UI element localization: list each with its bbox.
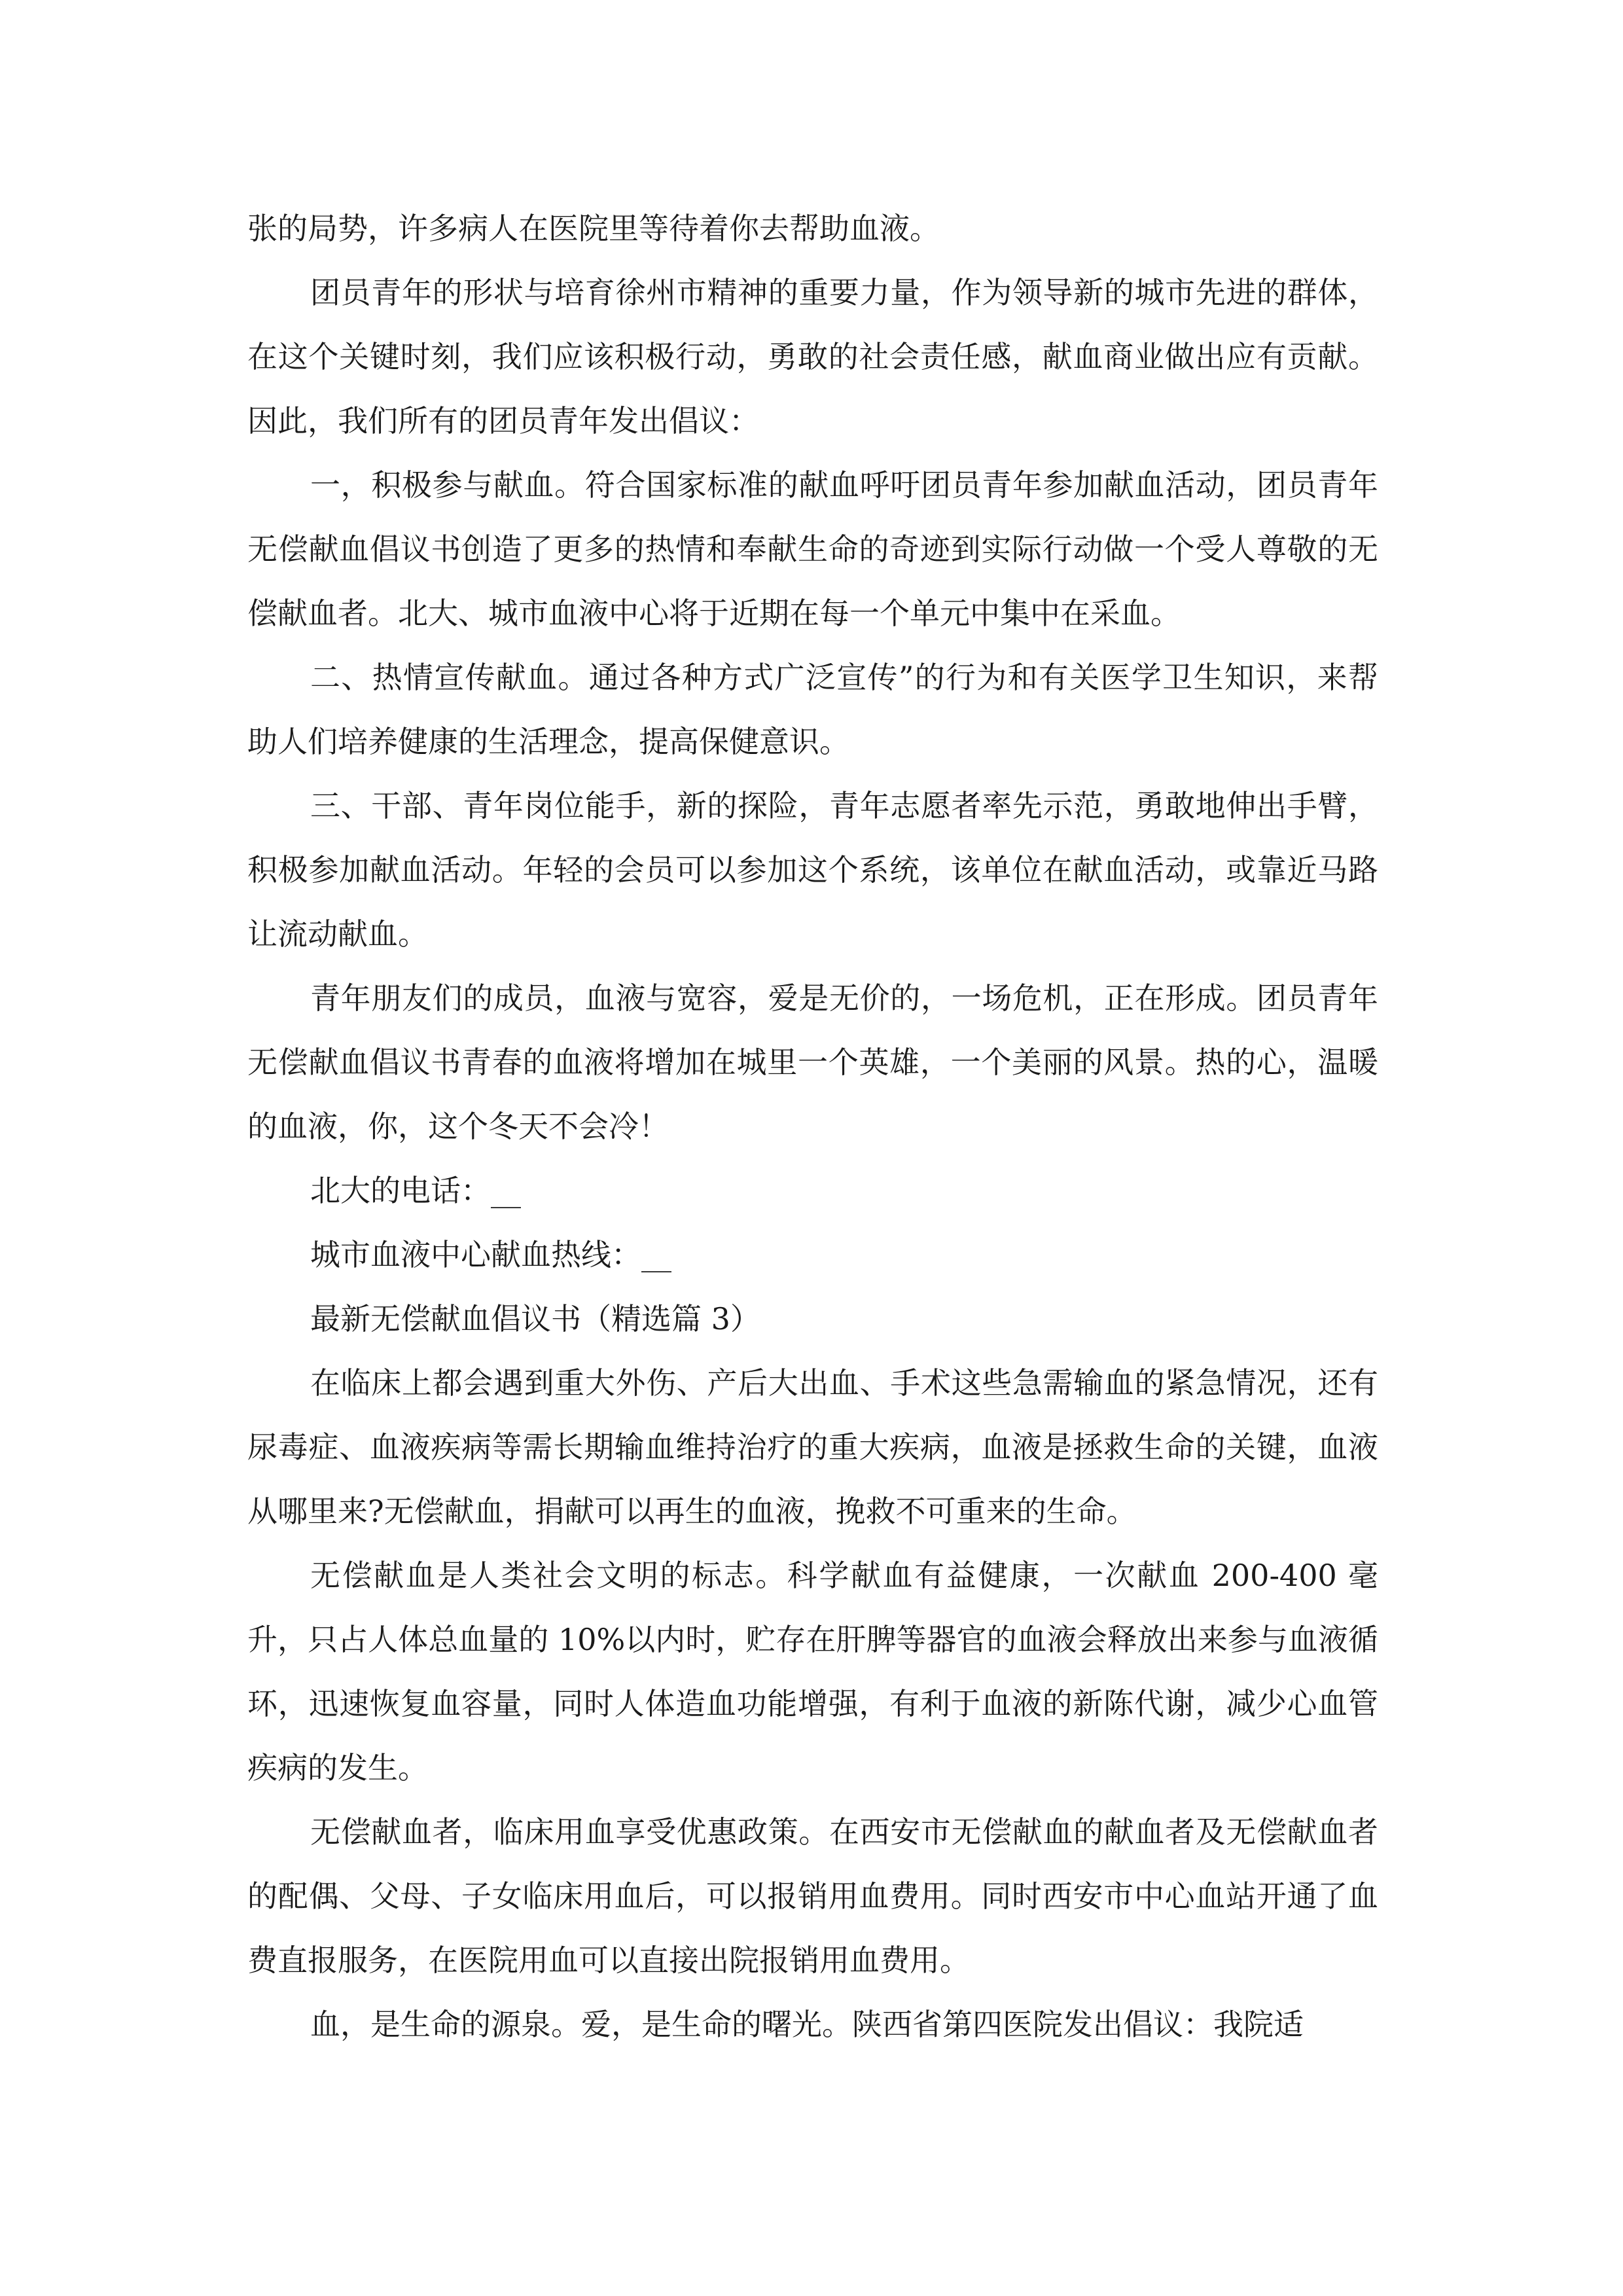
paragraph-policy: 无偿献血者，临床用血享受优惠政策。在西安市无偿献血的献血者及无偿献血者的配偶、父母、子女临床用血后，可以报销用血费用。同时西安市中心血站开通了血费直报服务，在医院用血可以直接出院报销用血费用。	[247, 1814, 1378, 1978]
paragraph-proposal-one: 一，积极参与献血。符合国家标准的献血呼吁团员青年参加献血活动，团员青年无偿献血倡议书创造了更多的热情和奉献生命的奇迹到实际行动做一个受人尊敬的无偿献血者。北大、城市血液中心将于近期在每一个单元中集中在采血。	[247, 467, 1378, 631]
paragraph-proposal-two: 二、热情宣传献血。通过各种方式广泛宣传”的行为和有关医学卫生知识，来帮助人们培养健康的生活理念，提高保健意识。	[247, 660, 1378, 759]
paragraph-clinical-need: 在临床上都会遇到重大外伤、产后大出血、手术这些急需输血的紧急情况，还有尿毒症、血液疾病等需长期输血维持治疗的重大疾病，血液是拯救生命的关键，血液从哪里来?无偿献血，捐献可以再生的血液，挽救不可重来的生命。	[247, 1365, 1378, 1529]
document-body	[247, 196, 1378, 2056]
paragraph-hospital-proposal: 血，是生命的源泉。爱，是生命的曙光。陕西省第四医院发出倡议：我院适	[310, 2007, 1304, 2042]
paragraph-youth-role: 团员青年的形状与培育徐州市精神的重要力量，作为领导新的城市先进的群体，在这个关键时刻，我们应该积极行动，勇敢的社会责任感，献血商业做出应有贡献。因此，我们所有的团员青年发出倡议：	[247, 275, 1378, 439]
paragraph-hotline: 城市血液中心献血热线：__	[310, 1237, 671, 1272]
paragraph-proposal-three: 三、干部、青年岗位能手，新的探险，青年志愿者率先示范，勇敢地伸出手臂，积极参加献血活动。年轻的会员可以参加这个系统，该单位在献血活动，或靠近马路让流动献血。	[247, 788, 1378, 952]
section-heading: 最新无偿献血倡议书（精选篇 3）	[310, 1301, 760, 1336]
paragraph-continuation: 张的局势，许多病人在医院里等待着你去帮助血液。	[247, 211, 940, 246]
paragraph-phone: 北大的电话：__	[310, 1173, 521, 1208]
paragraph-health-benefits: 无偿献血是人类社会文明的标志。科学献血有益健康，一次献血 200-400 毫升，只占人体总血量的 10%以内时，贮存在肝脾等器官的血液会释放出来参与血液循环，迅速恢复血容量，同时人体造血功能增强，有利于血液的新陈代谢，减少心血管疾病的发生。	[247, 1558, 1378, 1785]
paragraph-appeal: 青年朋友们的成员，血液与宽容，爱是无价的，一场危机，正在形成。团员青年无偿献血倡议书青春的血液将增加在城里一个英雄，一个美丽的风景。热的心，温暖的血液，你，这个冬天不会冷！	[247, 980, 1378, 1144]
